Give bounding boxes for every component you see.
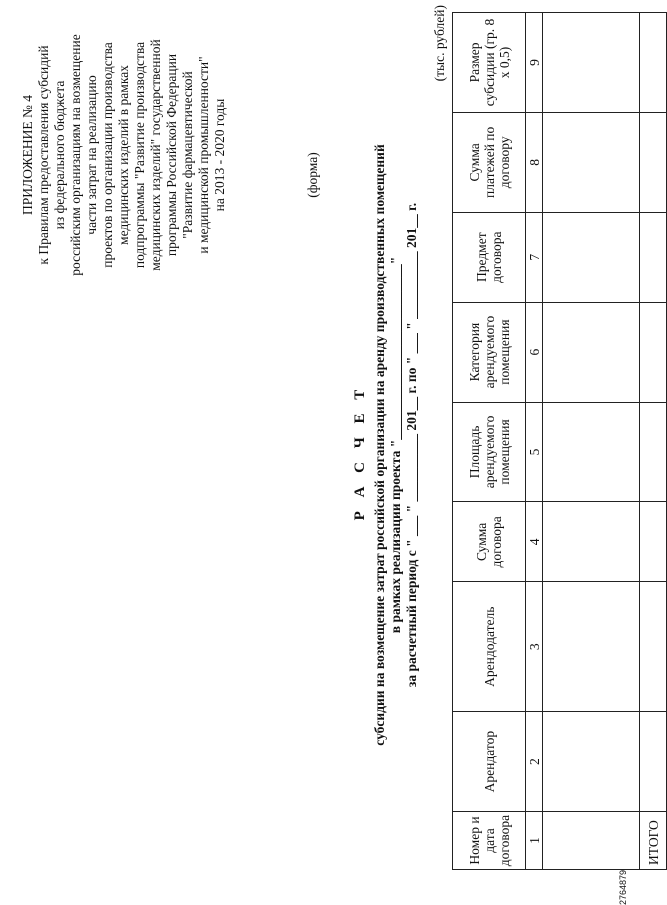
header-cell: Размер субсидии (гр. 8 х 0,5) bbox=[453, 13, 526, 113]
document-title: Р А С Ч Е Т bbox=[352, 384, 368, 521]
appendix-line: к Правилам предоставления субсидий bbox=[36, 45, 51, 265]
appendix-line: программы Российской Федерации bbox=[164, 53, 179, 257]
appendix-line: проектов по организации производства bbox=[100, 42, 115, 268]
data-cell bbox=[543, 302, 640, 402]
data-cell bbox=[543, 212, 640, 302]
document-code: 2764879 bbox=[618, 869, 628, 905]
appendix-line: ПРИЛОЖЕНИЕ № 4 bbox=[20, 94, 35, 216]
data-cell bbox=[543, 712, 640, 812]
header-cell: Сумма договора bbox=[453, 502, 526, 582]
column-number-cell: 9 bbox=[526, 13, 543, 113]
column-number-cell: 8 bbox=[526, 112, 543, 212]
data-cell bbox=[543, 582, 640, 712]
column-number-cell: 4 bbox=[526, 502, 543, 582]
column-number-cell: 5 bbox=[526, 402, 543, 502]
header-cell: Категория арендуемого помещения bbox=[453, 302, 526, 402]
data-cell bbox=[543, 502, 640, 582]
total-cell bbox=[640, 13, 667, 113]
total-cell bbox=[640, 212, 667, 302]
column-number-row bbox=[526, 13, 543, 870]
header-cell: Арендодатель bbox=[453, 582, 526, 712]
total-label: ИТОГО bbox=[640, 812, 667, 870]
calculation-table bbox=[452, 12, 667, 870]
header-cell: Арендатор bbox=[453, 712, 526, 812]
total-cell bbox=[640, 302, 667, 402]
subtitle-line: в рамках реализации проекта "__________________________" bbox=[388, 256, 403, 634]
data-cell bbox=[543, 812, 640, 870]
data-cell bbox=[543, 13, 640, 113]
document-subtitle bbox=[372, 115, 404, 775]
header-cell: Площадь арендуемого помещения bbox=[453, 402, 526, 502]
appendix-line: российским организациям на возмещение bbox=[68, 34, 83, 276]
total-row bbox=[640, 13, 667, 870]
column-number-cell: 7 bbox=[526, 212, 543, 302]
column-number-cell: 1 bbox=[526, 812, 543, 870]
data-cell bbox=[543, 402, 640, 502]
period-line: за расчетный период с " ___ " __________ 201__ г. по " ___ " __________ 201__ г. bbox=[404, 202, 419, 688]
appendix-line: и медицинской промышленности" bbox=[196, 56, 211, 254]
column-number-cell: 3 bbox=[526, 582, 543, 712]
subtitle-line: субсидии на возмещение затрат российской организации на аренду производственных помещений bbox=[372, 144, 387, 746]
total-cell bbox=[640, 712, 667, 812]
appendix-line: на 2013 - 2020 годы bbox=[212, 98, 227, 212]
header-row bbox=[453, 13, 526, 870]
appendix-block bbox=[20, 5, 228, 305]
appendix-line: медицинских изделий в рамках bbox=[116, 65, 131, 245]
column-number-cell: 6 bbox=[526, 302, 543, 402]
appendix-line: подпрограммы "Развитие производства bbox=[132, 41, 147, 269]
total-cell bbox=[640, 502, 667, 582]
units-label: (тыс. рублей) bbox=[432, 5, 447, 82]
appendix-line: из федерального бюджета bbox=[52, 80, 67, 230]
total-cell bbox=[640, 112, 667, 212]
appendix-line: части затрат на реализацию bbox=[84, 75, 99, 235]
data-cell bbox=[543, 112, 640, 212]
column-number-cell: 2 bbox=[526, 712, 543, 812]
total-cell bbox=[640, 582, 667, 712]
form-label: (форма) bbox=[305, 152, 320, 198]
appendix-line: медицинских изделий" государственной bbox=[148, 39, 163, 271]
header-cell: Сумма платежей по договору bbox=[453, 112, 526, 212]
header-cell: Номер и дата договора bbox=[453, 812, 526, 870]
header-cell: Предмет договора bbox=[453, 212, 526, 302]
appendix-line: "Развитие фармацевтической bbox=[180, 71, 195, 239]
data-row bbox=[543, 13, 640, 870]
total-cell bbox=[640, 402, 667, 502]
